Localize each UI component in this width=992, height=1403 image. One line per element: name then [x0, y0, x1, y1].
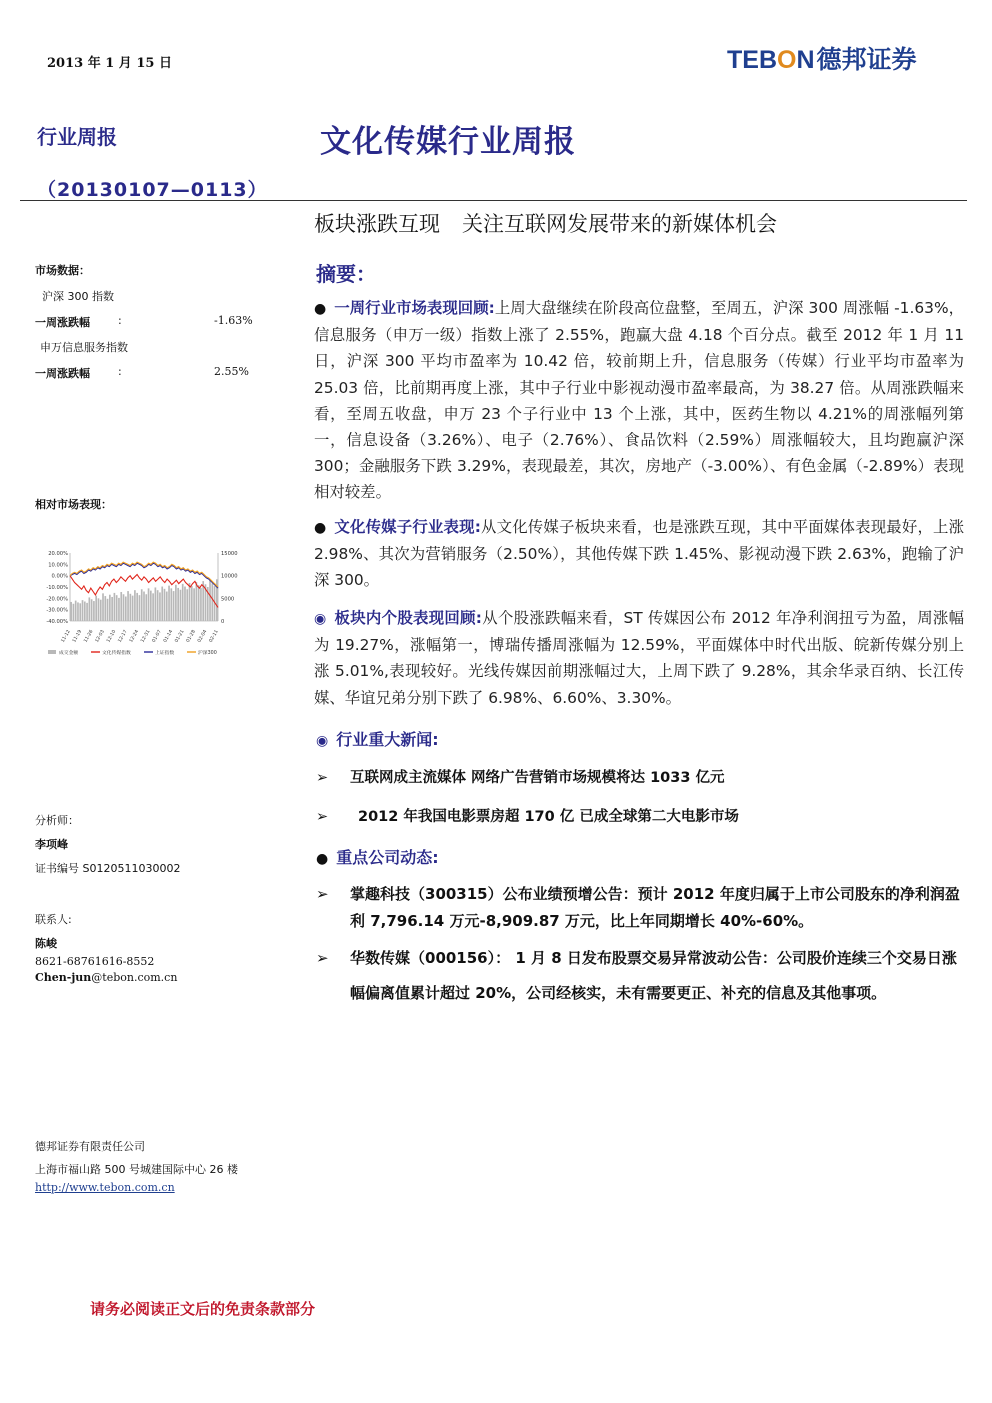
legend-label: 成交金额 [59, 651, 79, 656]
index2-value: 2.55% [214, 365, 249, 378]
y-left-tick-label: -40.00% [46, 619, 68, 625]
x-tick-label: 02-04 [197, 629, 209, 644]
volume-bar [102, 593, 104, 621]
market-data-title: 市场数据： [35, 264, 90, 277]
x-tick-label: 01-14 [163, 629, 175, 644]
company-news-1: 掌趣科技（300315）公布业绩预增公告：预计 2012 年度归属于上市公司股东的净利润盈利 7,796.14 万元-8,909.87 万元，比上年同期增长 40%-60%。 [350, 885, 960, 930]
company-news-2: 华数传媒（000156）： 1 月 8 日发布股票交易异常波动公告：公司股价连续三个交易日涨幅偏离值累计超过 20%，公司经核实，未有需要更正、补充的信息及其他事项。 [350, 949, 957, 1002]
y-left-tick-label: 20.00% [48, 551, 68, 557]
arrow-bullet-icon: ➢ [316, 949, 329, 967]
chart-svg [30, 543, 260, 663]
y-right-tick-label: 5000 [221, 596, 235, 603]
index2-colon: : [118, 365, 122, 378]
company-website-link[interactable]: http://www.tebon.com.cn [35, 1181, 175, 1194]
contact-name: 陈峻 [35, 937, 57, 950]
x-tick-label: 01-07 [151, 629, 163, 644]
volume-bar [95, 596, 97, 621]
arrow-bullet-icon: ➢ [316, 885, 329, 903]
p2-text: 从文化传媒子板块来看，也是涨跌互现，其中平面媒体表现最好，上涨 2.98%、其次为营销服务（2.50%），其他传媒下跌 1.45%、影视动漫下跌 2.63%，跑输了沪深 300。 [314, 518, 965, 590]
p1-text: 上周大盘继续在阶段高位盘整，至周五，沪深 300 周涨幅 -1.63%，信息服务（申万一级）指数上涨了 2.55%，跑赢大盘 4.18 个百分点。截至 2012 年 1 月 11 日，沪深 300 平均市盈率为 10.42 倍，较前期上升，信息服务（传媒）行业平均市盈率为 25.03 倍，比前期再度上涨，其中子行业中影视动漫市盈率最高，为 38.27 倍。从周涨跌幅来看，至周五收盘，申万 23 个子行业中 13 个上涨，其中，医药生物以 4.21%的周涨幅列第一，信息设备（3.26%）、电子（2.76%）、食品饮料（2.59%）周涨幅较大，且均跑赢沪深 300；金融服务下跌 3.29%，表现最差，其次，房地产（-3.00%）、有色金属（-2.89%）表现相对较差。 [314, 299, 965, 502]
volume-bar [114, 593, 116, 621]
volume-bar [196, 582, 198, 621]
page-title: 文化传媒行业周报 [320, 124, 576, 160]
volume-bar [198, 585, 200, 621]
volume-bar [75, 601, 77, 621]
volume-bar [118, 598, 120, 621]
weekly-market-review [314, 295, 964, 506]
volume-bar [175, 585, 177, 621]
x-tick-label: 11-19 [72, 629, 84, 644]
volume-bar [127, 591, 129, 621]
bullet-dot-icon: ● [314, 520, 327, 536]
volume-bar [79, 603, 81, 621]
tebon-logo [727, 40, 917, 76]
logo-en-post: N [796, 46, 815, 74]
bullet-ring-icon: ◉ [316, 733, 329, 749]
y-left-tick-label: 10.00% [48, 562, 68, 569]
company-title: 重点公司动态: [336, 848, 439, 867]
volume-bar [164, 589, 166, 621]
subtitle-part-b: 关注互联网发展带来的新媒体机会 [462, 212, 777, 236]
volume-bar [84, 602, 86, 621]
volume-bar [152, 593, 154, 621]
y-left-tick-label: -30.00% [46, 607, 68, 614]
index2-name: 申万信息服务指数 [40, 341, 128, 354]
volume-bar [73, 604, 75, 621]
volume-bar [193, 588, 195, 621]
index1-label: 一周涨跌幅 [35, 316, 90, 329]
x-tick-label: 12-03 [94, 629, 106, 644]
legend-swatch [48, 650, 56, 654]
news-title: 行业重大新闻: [336, 730, 439, 749]
bullet-dot-icon: ● [316, 851, 329, 867]
disclaimer-notice: 请务必阅读正文后的免责条款部分 [90, 1300, 316, 1318]
index1-colon: : [118, 314, 122, 327]
logo-en-o: O [777, 46, 797, 74]
abstract-heading: 摘要： [316, 262, 376, 286]
x-tick-label: 12-17 [117, 629, 129, 644]
report-subtitle [314, 208, 777, 238]
volume-bar [161, 587, 163, 621]
logo-en-pre: TEB [727, 46, 777, 74]
y-right-tick-label: 15000 [221, 551, 238, 557]
subsector-performance [314, 514, 964, 594]
volume-bar [77, 602, 79, 621]
p3-lead: 板块内个股表现回顾: [334, 609, 482, 627]
volume-bar [82, 600, 84, 621]
volume-bar [141, 589, 143, 621]
volume-bar [116, 595, 118, 621]
volume-bar [123, 594, 125, 621]
relative-performance-chart [30, 543, 260, 663]
news-item-2: 2012 年我国电影票房超 170 亿 已成全球第二大电影市场 [358, 809, 739, 825]
p3-text: 从个股涨跌幅来看，ST 传媒因公布 2012 年净利润扭亏为盈，周涨幅为 19.27%，涨幅第一，博瑞传播周涨幅为 12.59%，平面媒体中时代出版、皖新传媒分别上涨 5.01%,表现较好。光线传媒因前期涨幅过大，上周下跌了 9.28%，其余华录百纳、长江传媒、华谊兄弟分别下跌了 6.98%、6.60%、3.30%。 [314, 609, 964, 707]
volume-bar [107, 599, 109, 621]
volume-bar [168, 586, 170, 621]
subtitle-part-a: 板块涨跌互现 [314, 212, 440, 236]
volume-bar [136, 593, 138, 621]
section-label: 行业周报 [37, 125, 117, 149]
volume-bar [186, 589, 188, 621]
arrow-bullet-icon: ➢ [316, 809, 329, 825]
volume-bar [111, 597, 113, 621]
volume-bar [91, 599, 93, 621]
volume-bar [120, 592, 122, 621]
x-tick-label: 11-26 [83, 629, 95, 644]
volume-bar [98, 598, 100, 621]
x-tick-label: 12-10 [106, 629, 118, 644]
news-item [316, 805, 739, 826]
volume-bar [180, 590, 182, 621]
volume-bar [70, 602, 72, 621]
volume-bar [211, 583, 213, 621]
volume-bar [86, 603, 88, 621]
volume-bar [182, 584, 184, 621]
volume-bar [170, 588, 172, 621]
stock-performance-review [314, 605, 964, 711]
volume-bar [191, 586, 193, 621]
legend-label: 上证指数 [155, 651, 175, 656]
volume-bar [143, 592, 145, 621]
volume-bar [89, 597, 91, 621]
volume-bar [132, 596, 134, 621]
contact-phone: 8621-68761616-8552 [35, 955, 155, 968]
index1-name: 沪深 300 指数 [42, 290, 114, 303]
company-news-item [316, 941, 960, 1011]
p1-lead: 一周行业市场表现回顾: [334, 299, 495, 317]
x-tick-label: 01-28 [185, 629, 197, 644]
news-item [316, 766, 725, 787]
volume-bar [139, 595, 141, 621]
volume-bar [155, 587, 157, 621]
analyst-name: 李项峰 [35, 838, 68, 851]
volume-bar [134, 590, 136, 621]
news-item-1: 互联网成主流媒体 网络广告营销市场规模将达 1033 亿元 [350, 770, 725, 786]
volume-bar [189, 583, 191, 621]
report-period: （20130107—0113） [37, 179, 268, 201]
report-date: 2013 年 1 月 15 日 [47, 56, 172, 71]
volume-bar [125, 597, 127, 621]
legend-label: 文化传媒指数 [102, 651, 131, 656]
x-tick-label: 02-11 [208, 629, 220, 644]
x-tick-label: 12-31 [140, 629, 152, 644]
volume-bar [177, 588, 179, 621]
contact-email-user: Chen-jun [35, 971, 92, 984]
p2-lead: 文化传媒子行业表现: [334, 518, 481, 536]
volume-bar [200, 588, 202, 621]
volume-bar [100, 600, 102, 621]
analyst-title: 分析师： [35, 814, 79, 827]
x-tick-label: 12-24 [129, 629, 141, 644]
arrow-bullet-icon: ➢ [316, 770, 329, 786]
volume-bar [209, 580, 211, 621]
volume-bar [166, 592, 168, 621]
logo-cn: 德邦证券 [816, 45, 917, 74]
index1-value: -1.63% [214, 314, 253, 327]
volume-bar [150, 591, 152, 621]
y-right-tick-label: 0 [221, 619, 225, 625]
volume-bar [145, 594, 147, 621]
contact-title: 联系人: [35, 913, 72, 926]
company-news-item [316, 881, 960, 935]
y-right-tick-label: 10000 [221, 573, 238, 580]
y-left-tick-label: 0.00% [51, 573, 68, 580]
header-divider [20, 200, 967, 201]
company-name: 德邦证券有限责任公司 [35, 1140, 145, 1153]
index2-label: 一周涨跌幅 [35, 367, 90, 380]
contact-email-domain: @tebon.com.cn [91, 971, 178, 984]
volume-bar [157, 590, 159, 621]
relative-performance-title: 相对市场表现： [35, 498, 112, 511]
news-heading [316, 727, 439, 750]
x-tick-label: 01-21 [174, 629, 186, 644]
analyst-certificate: 证书编号 S0120511030002 [35, 862, 181, 875]
volume-bar [173, 591, 175, 621]
volume-bar [148, 588, 150, 621]
volume-bar [109, 595, 111, 621]
company-address: 上海市福山路 500 号城建国际中心 26 楼 [35, 1163, 238, 1176]
company-heading [316, 845, 439, 868]
volume-bar [93, 601, 95, 621]
contact-email[interactable] [35, 971, 177, 984]
volume-bar [159, 592, 161, 621]
x-tick-label: 11-12 [60, 629, 72, 644]
y-left-tick-label: -10.00% [46, 585, 68, 591]
y-left-tick-label: -20.00% [46, 596, 68, 603]
legend-label: 沪深300 [198, 651, 217, 656]
volume-bar [104, 596, 106, 621]
bullet-ring-icon: ◉ [314, 611, 327, 627]
bullet-dot-icon: ● [314, 301, 327, 317]
volume-bar [184, 587, 186, 621]
volume-bar [130, 594, 132, 621]
